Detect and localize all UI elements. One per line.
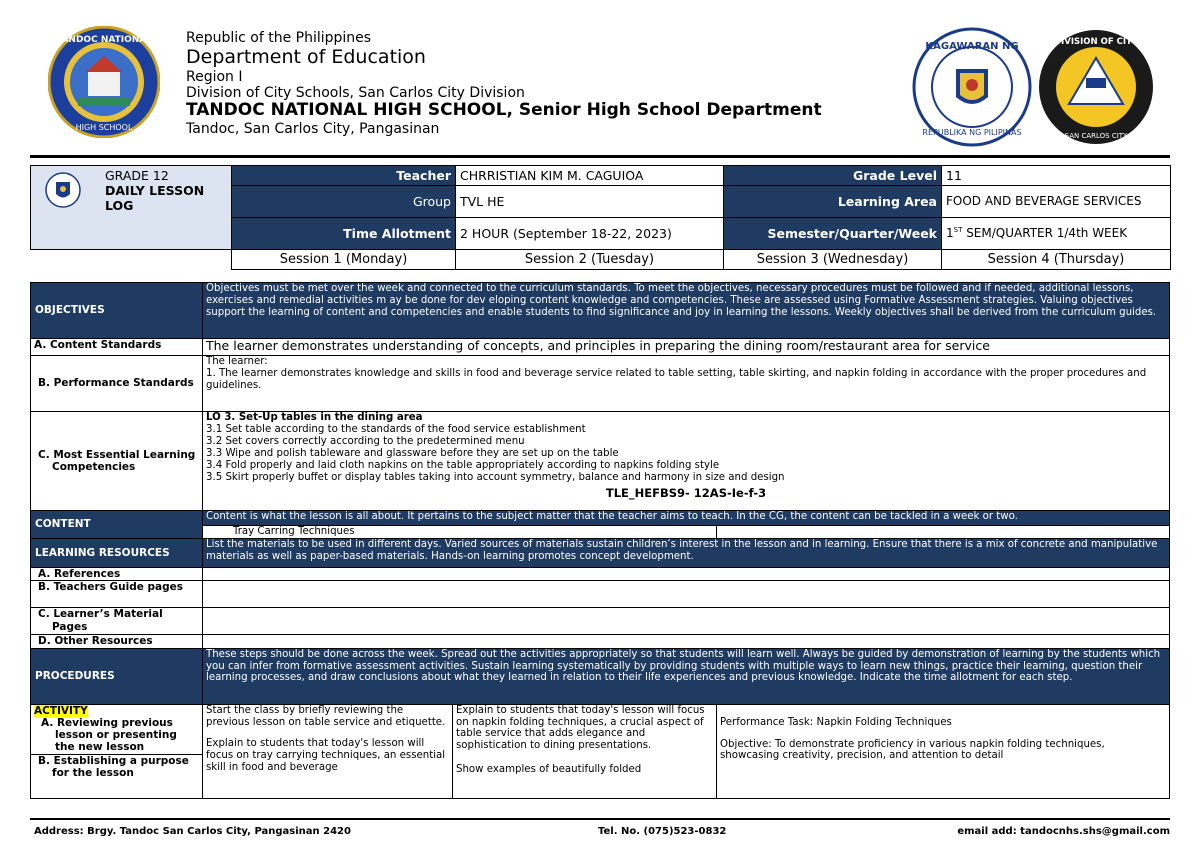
teacher-value: CHRRISTIAN KIM M. CAGUIOA [456,166,724,186]
content-label: CONTENT [31,511,203,539]
procedures-description: These steps should be done across the week. Spread out the activities appropriately so that students will learn well. Always be guided by demonstration of learning by the students which you can infer from formative assessment activities. Sustain learning systematically by providing students with multiple ways to learn new things, practice their learning, question their learning processes, and draw conclusions about what they learned in relation to their life experiences and previous knowledge. Indicate the time allotment for each step. [203,648,1170,704]
activity-label: ACTIVITY [34,704,88,717]
school-address: Tandoc, San Carlos City, Pangasinan [186,121,440,138]
objectives-label: OBJECTIVES [31,283,203,339]
footer-divider [30,818,1170,820]
learning-area-label: Learning Area [724,186,942,218]
content-description: Content is what the lesson is all about. It pertains to the subject matter that the teacher aims to teach. In the CG, the content can be tackled in a week or two. [203,511,1170,526]
school-name: TANDOC NATIONAL HIGH SCHOOL, Senior High School Department [186,100,822,121]
procedures-label: PROCEDURES [31,648,203,704]
svg-text:DIVISION OF CITY: DIVISION OF CITY [1054,37,1138,47]
performance-task-objective: Objective: To demonstrate proficiency in various napkin folding techniques, showcasing creativity, precision, and attention to detail [720,738,1105,762]
teachers-guide-value [203,581,1170,608]
division-seal [1037,28,1155,146]
melc-item: 3.3 Wipe and polish tableware and glassware before they are set up on the table [206,447,619,459]
melc-item: 3.1 Set table according to the standards of the food service establishment [206,423,586,435]
dll-main-table [30,282,1170,799]
svg-text:KAGAWARAN NG: KAGAWARAN NG [925,41,1019,52]
svg-text:SAN CARLOS CITY: SAN CARLOS CITY [1064,132,1128,140]
division-line: Division of City Schools, San Carlos City Division [186,84,525,101]
dll-title-cell [31,166,232,250]
purpose-label: B. Establishing a purpose for the lesson [31,754,202,780]
school-logo [48,26,160,138]
group-value: TVL HE [456,186,724,218]
melc-title: LO 3. Set-Up tables in the dining area [206,412,423,423]
objectives-description: Objectives must be met over the week and connected to the curriculum standards. To meet the objectives, necessary procedures must be followed and if needed, additional lessons, exercises and remedial activities m ay be done for dev eloping content knowledge and competencies. These are assessed using Formative Assessment strategies. Valuing objectives support the learning of content and competencies and enable students to find significance and joy in learning the lessons. Weekly objectives shall be derived from the curriculum guides. [203,283,1170,339]
references-value [203,568,1170,581]
activity-labels [31,704,203,798]
learning-area-value: FOOD AND BEVERAGE SERVICES [942,186,1171,218]
teacher-label: Teacher [232,166,456,186]
footer-address: Address: Brgy. Tandoc San Carlos City, Pangasinan 2420 [34,826,351,837]
content-standards-label: A. Content Standards [31,339,203,356]
session-3-header: Session 3 (Wednesday) [724,250,942,270]
session-4-header: Session 4 (Thursday) [942,250,1171,270]
session-spacer [31,250,232,270]
session-3-4-activity [717,704,1170,798]
session-1-header: Session 1 (Monday) [232,250,456,270]
svg-text:REPUBLIKA NG PILIPINAS: REPUBLIKA NG PILIPINAS [922,128,1022,137]
performance-intro: The learner: [206,356,268,367]
session-2-header: Session 2 (Tuesday) [456,250,724,270]
session-1-activity [203,704,453,798]
semester-number: 1 [946,225,954,240]
session-2-activity [453,704,717,798]
deped-mini-seal [45,172,81,208]
learners-material-label: C. Learner’s Material Pages [31,608,203,635]
melc-item: 3.4 Fold properly and laid cloth napkins on the table appropriately according to napkins folding style [206,459,720,471]
learning-resources-label: LEARNING RESOURCES [31,539,203,568]
dll-info-table [30,165,1171,270]
dll-title: DAILY LESSON LOG [105,183,205,213]
session-1-review: Start the class by briefly reviewing the previous lesson on table service and etiquette. [206,704,446,728]
session-2-purpose: Show examples of beautifully folded [456,764,642,776]
other-resources-label: D. Other Resources [31,635,203,648]
deped-seal [912,27,1032,147]
region-line: Region I [186,68,243,85]
group-label: Group [232,186,456,218]
semester-text: SEM/QUARTER 1/4th WEEK [962,225,1128,240]
melc-label: C. Most Essential Learning Competencies [31,412,203,511]
time-allotment-label: Time Allotment [232,218,456,250]
content-topic: Tray Carring Techniques [203,526,717,539]
performance-item: 1. The learner demonstrates knowledge and skills in food and beverage service related to table setting, table skirting, and napkin folding in accordance with the proper procedures and guidelines. [206,367,1147,391]
semester-label: Semester/Quarter/Week [724,218,942,250]
session-2-review: Explain to students that today's lesson will focus on napkin folding techniques, a crucial aspect of table service that adds elegance and sophistication to dining presentations. [456,704,705,752]
footer-telephone: Tel. No. (075)523-0832 [598,826,727,837]
grade-level-value: 11 [942,166,1171,186]
header-divider [30,155,1170,158]
other-resources-value [203,635,1170,648]
melc-item: 3.5 Skirt properly buffet or display tables taking into account symmetry, balance and harmony in size and design [206,471,785,483]
learners-material-value [203,608,1170,635]
references-label: A. References [31,568,203,581]
footer-email: email add: tandocnhs.shs@gmail.com [957,826,1170,837]
performance-task: Performance Task: Napkin Folding Techniques [720,716,952,728]
session-1-purpose: Explain to students that today's lesson will focus on tray carrying techniques, an essential skill in food and beverage [206,738,446,774]
department-line: Department of Education [186,46,426,69]
grade-title: GRADE 12 [105,168,169,183]
content-topic-empty [717,526,1170,539]
review-label: A. Reviewing previous lesson or presenting the new lesson [41,716,177,754]
semester-ordinal: ST [953,225,963,234]
performance-standards-value [203,356,1170,412]
grade-level-label: Grade Level [724,166,942,186]
content-standards-value: The learner demonstrates understanding of concepts, and principles in preparing the dining room/restaurant area for service [203,339,1170,356]
performance-standards-label: B. Performance Standards [31,356,203,412]
learning-resources-description: List the materials to be used in different days. Varied sources of materials sustain children’s interest in the lesson and in learning. Ensure that there is a mix of concrete and manipulative materials as well as paper-based materials. Hands-on learning promotes concept development. [203,539,1170,568]
semester-value [942,218,1171,250]
republic-line: Republic of the Philippines [186,30,372,46]
svg-text:HIGH SCHOOL: HIGH SCHOOL [75,123,133,132]
melc-code: TLE_HEFBS9- 12AS-Ie-f-3 [605,485,767,500]
melc-value [203,412,1170,511]
letterhead [186,30,822,138]
svg-text:TANDOC NATIONAL: TANDOC NATIONAL [56,35,152,45]
time-allotment-value: 2 HOUR (September 18-22, 2023) [456,218,724,250]
teachers-guide-label: B. Teachers Guide pages [31,581,203,608]
melc-item: 3.2 Set covers correctly according to the predetermined menu [206,435,525,447]
